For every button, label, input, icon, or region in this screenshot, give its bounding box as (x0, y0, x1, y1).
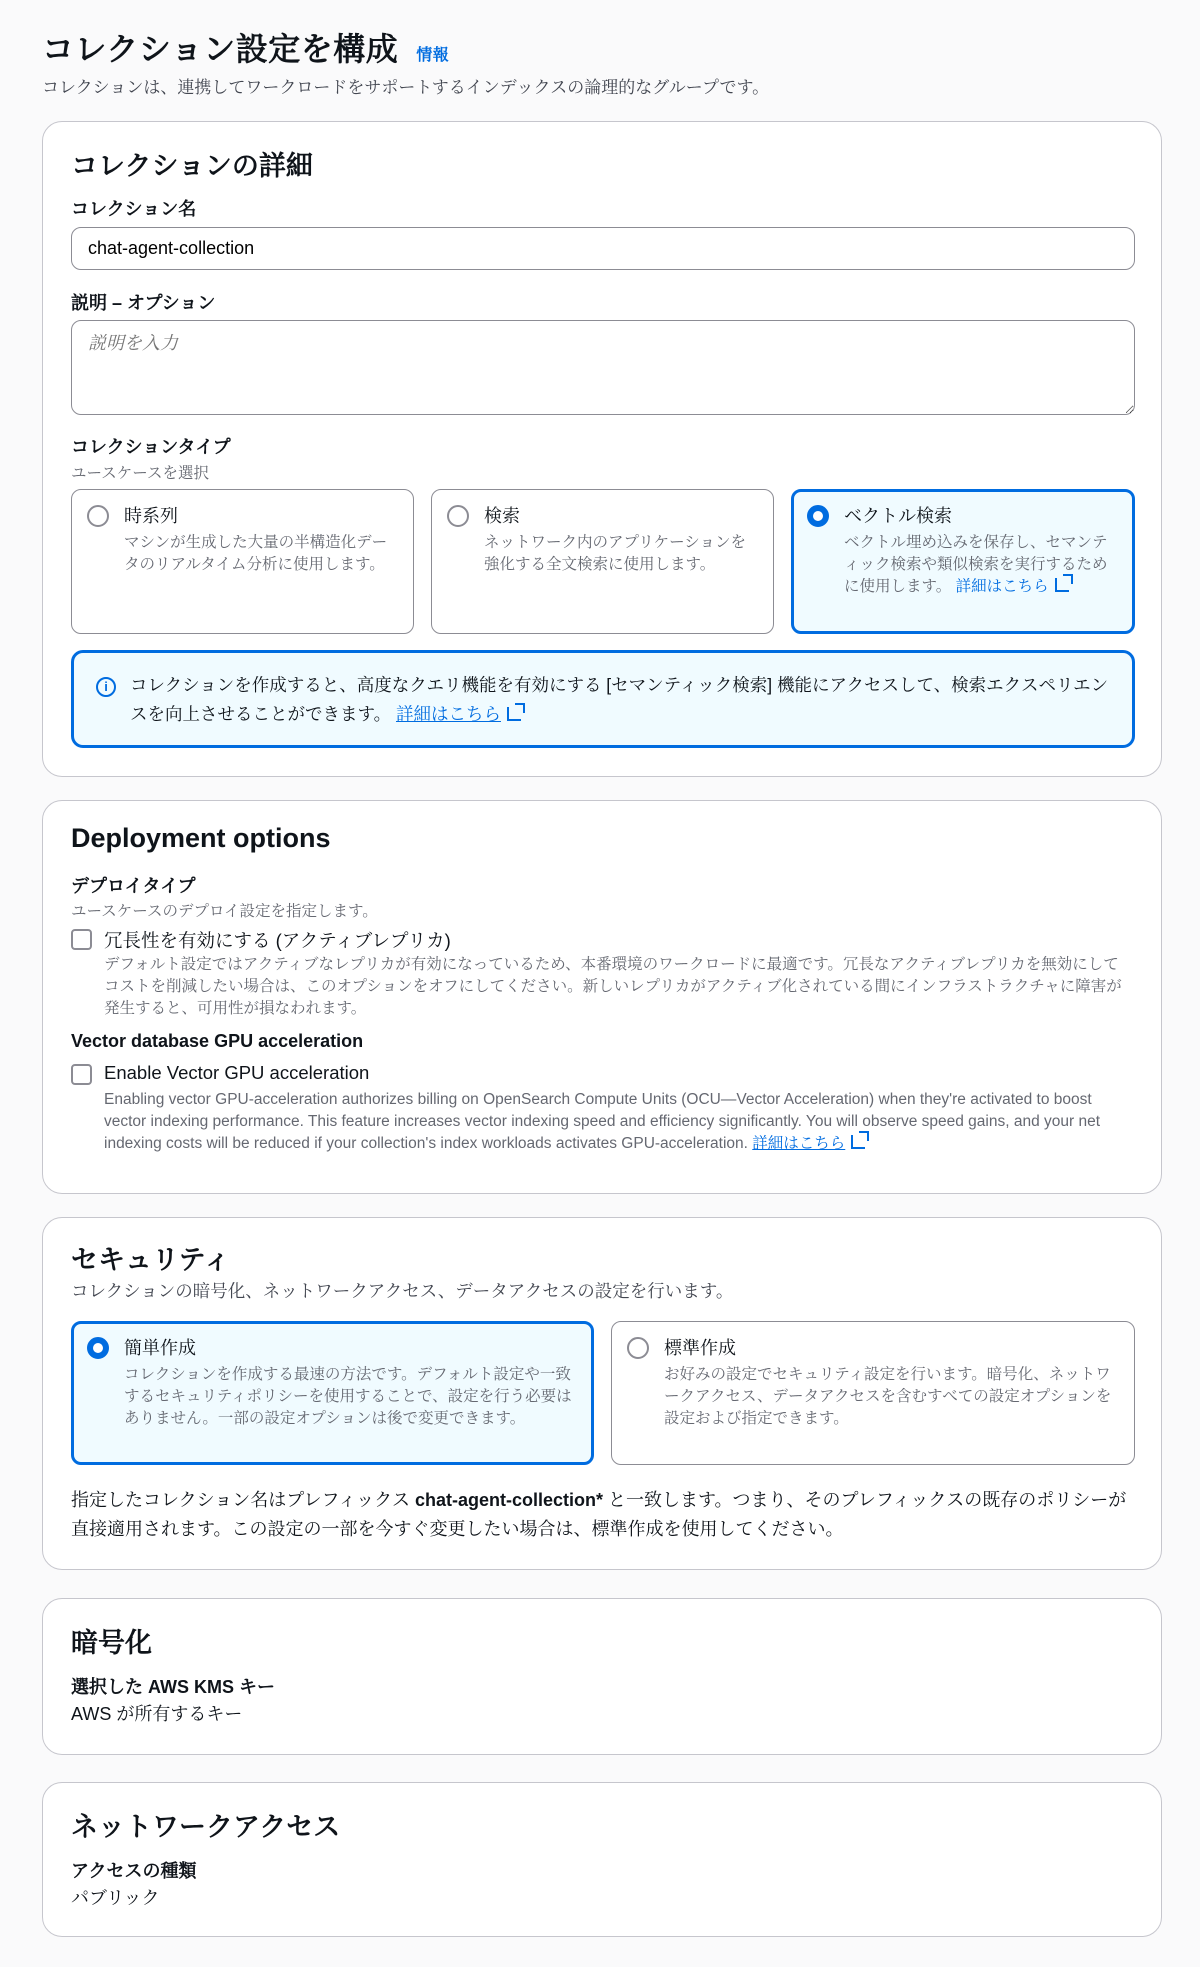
collection-name-input[interactable] (71, 227, 1135, 270)
radio-button[interactable] (627, 1337, 649, 1359)
redundancy-description: デフォルト設定ではアクティブなレプリカが有効になっているため、本番環境のワークロードに最適です。冗長なアクティブレプリカを無効にしてコストを削減したい場合は、このオプションをオフにしてください。新しいレプリカがアクティブ化されている間にインフラストラクチャに障害が発生すると、可用性が損なわれます。 (104, 956, 1122, 1017)
security-tile-standard[interactable]: 標準作成 お好みの設定でセキュリティ設定を行います。暗号化、ネットワークアクセス、データアクセスを含むすべての設定オプションを設定および指定できます。 (611, 1321, 1135, 1465)
section-heading: コレクションの詳細 (71, 151, 313, 181)
collection-name-label: コレクション名 (71, 199, 197, 219)
page-header (42, 24, 449, 70)
gpu-checkbox[interactable] (71, 1064, 92, 1085)
radio-button-selected[interactable] (87, 1337, 109, 1359)
encryption-panel (42, 1598, 1162, 1755)
collection-type-label: コレクションタイプ (71, 437, 231, 457)
deployment-options-panel (42, 800, 1162, 1194)
collection-type-sub: ユースケースを選択 (71, 465, 209, 482)
redundancy-label[interactable]: 冗長性を有効にする (アクティブレプリカ) (104, 930, 451, 951)
collection-details-panel (42, 121, 1162, 777)
access-type-label: アクセスの種類 (71, 1861, 197, 1881)
learn-more-link[interactable]: 詳細はこちら (955, 578, 1049, 595)
access-type-value: パブリック (71, 1888, 160, 1908)
page-description: コレクションは、連携してワークロードをサポートするインデックスの論理的なグループです。 (42, 78, 770, 97)
section-heading: ネットワークアクセス (71, 1812, 341, 1842)
security-sub: コレクションの暗号化、ネットワークアクセス、データアクセスの設定を行います。 (71, 1281, 734, 1301)
section-heading: セキュリティ (71, 1245, 231, 1275)
type-tile-search[interactable]: 検索 ネットワーク内のアプリケーションを強化する全文検索に使用します。 (431, 489, 774, 634)
radio-button[interactable] (447, 505, 469, 527)
network-access-panel (42, 1782, 1162, 1937)
gpu-description: Enabling vector GPU-acceleration authorizes billing on OpenSearch Compute Units (OCU—Vector Acceleration) when they're activated to boost vector indexing performance. This feature increases vector indexing speed and efficiency significantly. You will observe speed gains, and your net indexing costs will be reduced if your collection's index workloads activates GPU-acceleration. 詳細はこちら (104, 1091, 1101, 1152)
type-tile-timeseries[interactable]: 時系列 マシンが生成した大量の半構造化データのリアルタイム分析に使用します。 (71, 489, 414, 634)
redundancy-checkbox[interactable] (71, 929, 92, 950)
security-tile-easy[interactable]: 簡単作成 コレクションを作成する最速の方法です。デフォルト設定や一致するセキュリティポリシーを使用することで、設定を行う必要はありません。一部の設定オプションは後で変更できます。 (71, 1321, 594, 1465)
gpu-label[interactable]: Enable Vector GPU acceleration (104, 1062, 370, 1083)
learn-more-link[interactable]: 詳細はこちら (395, 704, 501, 724)
page-title: コレクション設定を構成 情報 (42, 31, 450, 67)
deploy-type-label: デプロイタイプ (71, 876, 196, 896)
info-link[interactable]: 情報 (416, 47, 450, 64)
radio-button-selected[interactable] (807, 505, 829, 527)
gpu-heading: Vector database GPU acceleration (71, 1031, 364, 1051)
learn-more-link[interactable]: 詳細はこちら (752, 1135, 846, 1152)
description-textarea[interactable] (71, 320, 1135, 415)
external-link-icon (851, 1135, 865, 1149)
kms-key-value: AWS が所有するキー (71, 1704, 243, 1724)
info-icon: i (96, 677, 116, 697)
external-link-icon (507, 707, 521, 721)
section-heading: 暗号化 (71, 1628, 152, 1658)
radio-button[interactable] (87, 505, 109, 527)
description-label: 説明 – オプション (71, 293, 216, 313)
external-link-icon (1055, 578, 1069, 592)
info-alert: i コレクションを作成すると、高度なクエリ機能を有効にする [セマンティック検索] 機能にアクセスして、検索エクスペリエンスを向上させることができます。 詳細はこちら (71, 650, 1135, 748)
security-panel (42, 1217, 1162, 1570)
section-heading: Deployment options (71, 823, 331, 853)
type-tile-vector-search[interactable]: ベクトル検索 ベクトル埋め込みを保存し、セマンティック検索や類似検索を実行するために使用します。 詳細はこちら (791, 489, 1135, 634)
security-note: 指定したコレクション名はプレフィックス chat-agent-collection* と一致します。つまり、そのプレフィックスの既存のポリシーが直接適用されます。この設定の一部を今すぐ変更したい場合は、標準作成を使用してください。 (71, 1490, 1127, 1539)
kms-key-label: 選択した AWS KMS キー (71, 1677, 276, 1697)
deploy-type-sub: ユースケースのデプロイ設定を指定します。 (71, 903, 378, 920)
